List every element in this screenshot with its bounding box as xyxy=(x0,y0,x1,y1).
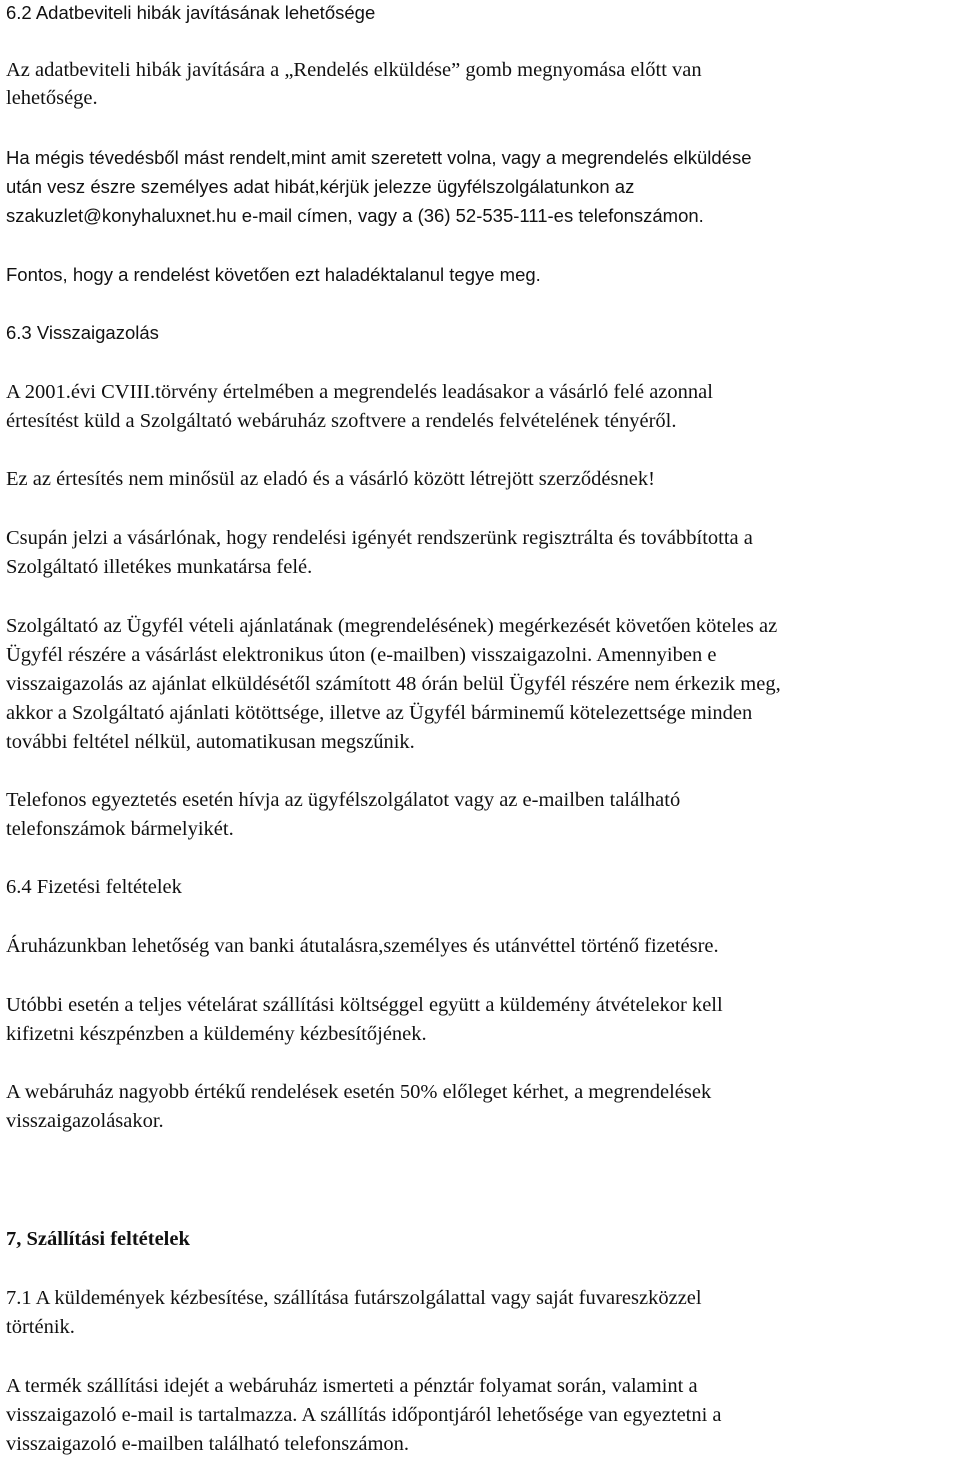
paragraph-line: Ha mégis tévedésből mást rendelt,mint amit szeretett volna, vagy a megrendelés elküldése xyxy=(6,147,752,168)
paragraph-line: visszaigazolásakor. xyxy=(6,1110,164,1132)
paragraph-line: értesítést küld a Szolgáltató webáruház szoftvere a rendelés felvételének tényéről. xyxy=(6,410,677,432)
paragraph-line: Ügyfél részére a vásárlást elektronikus úton (e-mailben) visszaigazolni. Amennyiben e xyxy=(6,644,717,666)
section-heading-7: 7, Szállítási feltételek xyxy=(6,1228,190,1250)
paragraph-line-email-phone: szakuzlet@konyhaluxnet.hu e-mail címen, vagy a (36) 52-535-111-es telefonszámon. xyxy=(6,205,704,226)
paragraph-line: 7.1 A küldemények kézbesítése, szállítása futárszolgálattal vagy saját fuvareszközzel xyxy=(6,1287,702,1309)
paragraph-line: A termék szállítási idejét a webáruház ismerteti a pénztár folyamat során, valamint a xyxy=(6,1375,698,1397)
paragraph-line: Telefonos egyeztetés esetén hívja az ügyfélszolgálatot vagy az e-mailben található xyxy=(6,789,681,811)
paragraph-line: Fontos, hogy a rendelést követően ezt haladéktalanul tegye meg. xyxy=(6,264,541,285)
paragraph-line: visszaigazoló e-mail is tartalmazza. A szállítás időpontjáról lehetősége van egyeztetni a xyxy=(6,1404,722,1426)
paragraph-line: Szolgáltató az Ügyfél vételi ajánlatának (megrendelésének) megérkezését követően köteles az xyxy=(6,615,778,637)
paragraph-line: Áruházunkban lehetőség van banki átutalásra,személyes és utánvéttel történő fizetésre. xyxy=(6,935,719,957)
paragraph-line: akkor a Szolgáltató ajánlati kötöttsége, illetve az Ügyfél bárminemű kötelezettsége minden xyxy=(6,702,753,724)
paragraph-line: Szolgáltató illetékes munkatársa felé. xyxy=(6,556,313,578)
section-heading-6-4: 6.4 Fizetési feltételek xyxy=(6,876,182,898)
paragraph-line: Az adatbeviteli hibák javítására a „Rendelés elküldése” gomb megnyomása előtt van xyxy=(6,59,702,81)
paragraph-line: kifizetni készpénzben a küldemény kézbesítőjének. xyxy=(6,1023,427,1045)
paragraph-line: Utóbbi esetén a teljes vételárat szállítási költséggel együtt a küldemény átvételekor kell xyxy=(6,994,723,1016)
paragraph-line: A webáruház nagyobb értékű rendelések esetén 50% előleget kérhet, a megrendelések xyxy=(6,1081,712,1103)
paragraph-line: visszaigazolás az ajánlat elküldésétől számított 48 órán belül Ügyfél részére nem érkezik meg, xyxy=(6,673,781,695)
paragraph-line: történik. xyxy=(6,1316,75,1338)
paragraph-line: telefonszámok bármelyikét. xyxy=(6,818,234,840)
paragraph-line: Csupán jelzi a vásárlónak, hogy rendelési igényét rendszerünk regisztrálta és továbbította a xyxy=(6,527,753,549)
paragraph-line: Ez az értesítés nem minősül az eladó és a vásárló között létrejött szerződésnek! xyxy=(6,468,655,490)
section-heading-6-3: 6.3 Visszaigazolás xyxy=(6,322,159,343)
section-heading-6-2: 6.2 Adatbeviteli hibák javításának lehetősége xyxy=(6,2,376,23)
paragraph-line: további feltétel nélkül, automatikusan megszűnik. xyxy=(6,731,415,753)
paragraph-line: A 2001.évi CVIII.törvény értelmében a megrendelés leadásakor a vásárló felé azonnal xyxy=(6,381,713,403)
paragraph-line: után vesz észre személyes adat hibát,kérjük jelezze ügyfélszolgálatunkon az xyxy=(6,176,635,197)
paragraph-line: visszaigazoló e-mailben található telefonszámon. xyxy=(6,1433,410,1455)
paragraph-line: lehetősége. xyxy=(6,87,98,109)
